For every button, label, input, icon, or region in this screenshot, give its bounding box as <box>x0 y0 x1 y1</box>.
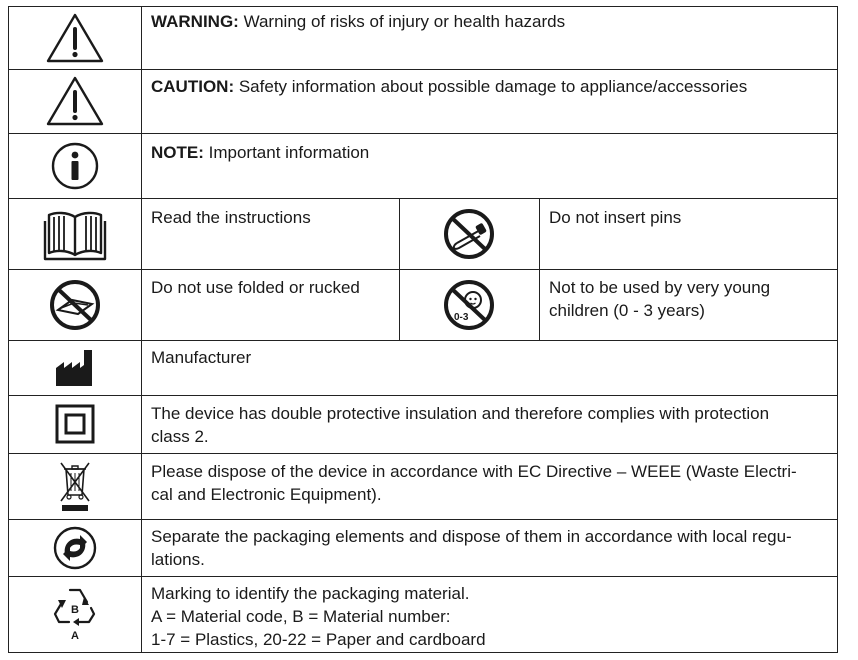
caution-description: Safety information about possible damage to appliance/accessories <box>238 77 748 96</box>
double-insulation-line-1: The device has double protective insulation and therefore complies with protection <box>151 404 770 423</box>
note-text <box>151 141 369 164</box>
no-young-children-text <box>549 276 770 322</box>
material-code-letter: A <box>70 630 79 642</box>
weee-line-1: Please dispose of the device in accordance with EC Directive – WEEE (Waste Electri- <box>151 462 797 481</box>
weee-line-2: cal and Electronic Equipment). <box>151 485 382 504</box>
manufacturer-icon <box>8 340 141 395</box>
no-young-children-line-1: Not to be used by very young <box>549 278 771 297</box>
material-code-text <box>151 582 486 651</box>
material-code-icon <box>8 576 141 652</box>
caution-text <box>151 75 747 98</box>
warning-triangle-icon <box>8 6 141 69</box>
recycle-icon <box>8 519 141 576</box>
warning-text <box>151 10 565 33</box>
warning-description: Warning of risks of injury or health hazards <box>243 12 566 31</box>
no-young-children-line-2: children (0 - 3 years) <box>549 301 705 320</box>
column-divider <box>837 6 838 653</box>
note-label: NOTE: <box>151 143 204 162</box>
no-folding-text: Do not use folded or rucked <box>151 278 360 297</box>
row-divider <box>8 652 838 653</box>
recycle-line-2: lations. <box>151 550 205 569</box>
column-divider <box>141 6 142 653</box>
weee-text <box>151 460 797 506</box>
read-instructions-icon <box>8 198 141 269</box>
double-insulation-icon <box>8 395 141 453</box>
manufacturer-text: Manufacturer <box>151 348 252 367</box>
double-insulation-line-2: class 2. <box>151 427 209 446</box>
caution-triangle-icon <box>8 69 141 133</box>
recycle-line-1: Separate the packaging elements and dispose of them in accordance with local regu- <box>151 527 792 546</box>
no-pins-icon <box>399 198 539 269</box>
recycle-text <box>151 525 792 571</box>
material-code-line-1: Marking to identify the packaging material. <box>151 584 470 603</box>
no-pins-text: Do not insert pins <box>549 208 682 227</box>
no-young-children-icon <box>399 269 539 340</box>
material-number-letter: B <box>70 604 79 616</box>
column-divider <box>539 198 540 340</box>
read-instructions-text: Read the instructions <box>151 208 311 227</box>
material-code-line-3: 1-7 = Plastics, 20-22 = Paper and cardboard <box>151 630 486 649</box>
material-code-line-2: A = Material code, B = Material number: <box>151 607 451 626</box>
svg-text:0-3: 0-3 <box>454 311 469 323</box>
warning-label: WARNING: <box>151 12 239 31</box>
weee-bin-icon <box>8 453 141 519</box>
double-insulation-text <box>151 402 769 448</box>
no-folding-icon <box>8 269 141 340</box>
note-description: Important information <box>208 143 370 162</box>
caution-label: CAUTION: <box>151 77 235 96</box>
info-icon <box>8 133 141 198</box>
